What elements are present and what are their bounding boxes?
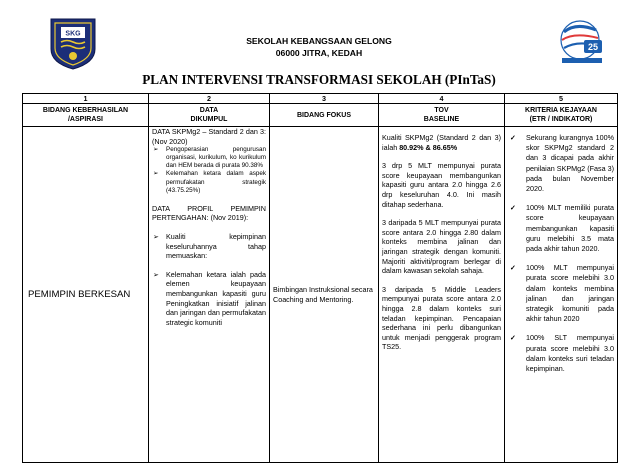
arrow-bullet-icon: ➢ bbox=[153, 269, 160, 279]
cell-data-dikumpul bbox=[149, 127, 270, 463]
kriteria-list bbox=[508, 133, 614, 374]
list-item bbox=[508, 263, 614, 324]
header-bidang-line2: /ASPIRASI bbox=[67, 116, 103, 123]
header-tov bbox=[379, 104, 505, 127]
list-item-text: Kelemahan ketara dalam aspek permufakatan strategik (43.75.25%) bbox=[166, 170, 266, 194]
header-bidang-line1: BIDANG KEBERHASILAN bbox=[42, 107, 129, 114]
school-name: SEKOLAH KEBANGSAAN GELONG bbox=[246, 36, 392, 46]
list-item bbox=[152, 146, 266, 170]
header-tov-line2: BASELINE bbox=[423, 116, 460, 123]
cell-kriteria bbox=[505, 127, 618, 463]
list-item bbox=[152, 270, 266, 328]
check-icon: ✓ bbox=[510, 133, 517, 142]
arrow-bullet-icon: ➢ bbox=[153, 231, 160, 241]
arrow-bullet-icon: ➢ bbox=[153, 170, 159, 178]
tov-paragraph-2: 3 drp 5 MLT mempunyai purata score keupayaan membangunkan kapasiti guru antara 2.0 hingga 2.6 drp keseluruhan 4.0. Ini masih ditahap sederhana. bbox=[382, 161, 501, 209]
column-number-row bbox=[23, 94, 618, 104]
column-number: 1 bbox=[23, 94, 149, 104]
list-item bbox=[152, 170, 266, 194]
intervention-plan-table bbox=[22, 93, 618, 463]
list-item-text: 100% MLT memiliki purata score keupayaan membangunkan kapasiti guru melebihi 3.5 mata pada akhir tahun 2020. bbox=[526, 203, 614, 254]
list-item-text: Kualiti kepimpinan keseluruhannya tahap memuaskan: bbox=[166, 231, 266, 261]
column-number: 2 bbox=[149, 94, 270, 104]
tov-p1-bold: 80.92% & 86.65% bbox=[399, 142, 458, 152]
tov-paragraph-3: 3 daripada 5 MLT mempunyai purata score antara 2.0 hingga 2.80 dalam konteks membina jalinan dan jaringan strategik dengan komuniti. Majoriti aktiviti/program berlegar di dalam kawasan sekolah sahaja. bbox=[382, 218, 501, 276]
data-list-b bbox=[152, 232, 266, 327]
column-number: 4 bbox=[379, 94, 505, 104]
list-item bbox=[152, 232, 266, 261]
column-header-row bbox=[23, 104, 618, 127]
check-icon: ✓ bbox=[510, 333, 517, 343]
list-item-text: 100% SLT mempunyai purata score melebihi 3.0 dalam konteks suri teladan kepimpinan. bbox=[526, 333, 614, 374]
check-icon: ✓ bbox=[510, 263, 517, 273]
data-survey: DATA PROFIL PEMIMPIN PERTENGAHAN: (Nov 2019): bbox=[152, 203, 266, 223]
tov-p1-text: Kualiti SKPMg2 (Standard 2 dan 3) ialah bbox=[382, 133, 501, 152]
header-data bbox=[149, 104, 270, 127]
data-intro: DATA SKPMg2 – Standard 2 dan 3: (Nov 2020) bbox=[152, 127, 266, 146]
badge-number: 25 bbox=[587, 42, 599, 52]
column-number: 5 bbox=[505, 94, 618, 104]
cell-bidang: PEMIMPIN BERKESAN bbox=[23, 127, 149, 463]
plan-title: PLAN INTERVENSI TRANSFORMASI SEKOLAH (PInTaS) bbox=[142, 72, 496, 87]
header-bidang bbox=[23, 104, 149, 127]
header-tov-line1: TOV bbox=[434, 107, 449, 114]
list-item-text: Pengoperasian pengurusan organisasi, kurikulum, ko kurikulum dan HEM berada di purata 90.38% bbox=[166, 146, 266, 170]
list-item bbox=[508, 203, 614, 254]
school-address: 06000 JITRA, KEDAH bbox=[275, 48, 363, 58]
list-item bbox=[508, 133, 614, 194]
check-icon: ✓ bbox=[510, 203, 517, 213]
header-data-line2: DIKUMPUL bbox=[190, 116, 228, 123]
cell-tov bbox=[379, 127, 505, 463]
header-fokus: BIDANG FOKUS bbox=[270, 104, 379, 127]
list-item-text: 100% MLT mempunyai purata score melebihi 3.0 dalam konteks membina jalinan dan jaringan strategik komuniti pada akhir tahun 2020 bbox=[526, 263, 614, 324]
tov-paragraph-4: 3 daripada 5 Middle Leaders mempunyai purata score antara 2.0 hingga 2.8 dalam konteks suri teladan kepimpinan. Pencapaian sederhana ini perlu dibangunkan untuk menjadi penggerak program TS25. bbox=[382, 284, 501, 352]
list-item bbox=[508, 333, 614, 374]
data-list-a bbox=[152, 146, 266, 195]
cell-bidang-fokus: Bimbingan Instruksional secara Coaching and Mentoring. bbox=[270, 127, 379, 463]
arrow-bullet-icon: ➢ bbox=[153, 146, 159, 154]
column-number: 3 bbox=[270, 94, 379, 104]
header-kriteria bbox=[505, 104, 618, 127]
tov-paragraph-1 bbox=[382, 133, 501, 152]
plan-body-row bbox=[23, 127, 618, 463]
list-item-text: Sekurang kurangnya 100% skor SKPMg2 standard 2 dan 3 dicapai pada akhir penilaian SKPMg2 (Fasa 3) pada bulan November 2020. bbox=[526, 133, 614, 194]
header-kriteria-line1: KRITERIA KEJAYAAN bbox=[525, 107, 597, 114]
list-item-text: Kelemahan ketara ialah pada elemen keupayaan membangunkan kapasiti guru Peningkatkan inisiatif jalinan dan jaringan dan permufakatan strategic komuniti bbox=[166, 269, 266, 327]
header-kriteria-line2: (ETR / INDIKATOR) bbox=[529, 116, 593, 123]
header-data-line1: DATA bbox=[199, 107, 219, 114]
crest-text: SKG bbox=[65, 30, 81, 38]
